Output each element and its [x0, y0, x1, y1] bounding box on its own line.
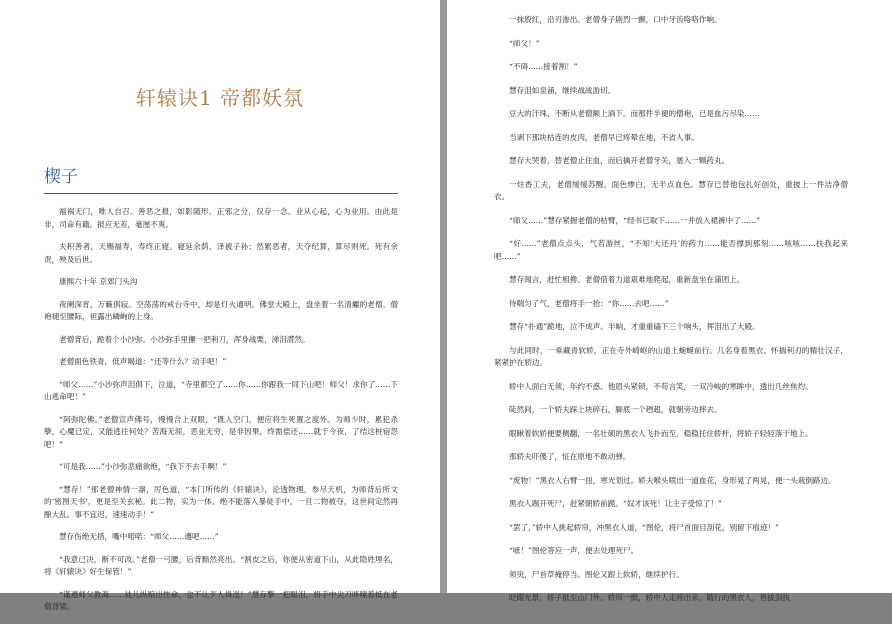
- body-paragraph: “好……”老僧点点头，气若游丝，“不知‘大还丹’的药力……能否撑到那刻……咳咳……扶我起来吧……”: [494, 239, 848, 261]
- body-paragraph: 当剥下那块枯连的皮肉，老僧早已疼晕在地，不省人事。: [509, 132, 699, 142]
- body-paragraph: 慧存闻言，赶忙相搀。老僧借着力道艰难地爬起，重新盘坐在蒲团上。: [509, 275, 745, 284]
- body-paragraph: 一炷香工夫，老僧缓缓苏醒，面色惨白，无半点血色。慧存已替他包扎好创处，重披上一件洁净僧衣。: [494, 179, 848, 201]
- body-paragraph: 黑衣人踢开死尸，赶紧朝轿前跪。“奴才该死！让主子受惊了！”: [509, 499, 722, 508]
- body-paragraph: 慧存“扑通”跪地，泣不成声。半晌，才重重磕下三个响头，挥泪出了大殿。: [509, 322, 760, 331]
- body-paragraph: “不碍……接着割！”: [509, 62, 578, 71]
- body-paragraph: “嗻！”图伦答应一声，便去处理死尸。: [509, 546, 639, 555]
- body-paragraph: “废物！”黑衣人右臂一扭，寒光划过。轿夫喉头喷出一道血花，身形晃了两晃，便一头栽倒路边。: [509, 475, 836, 485]
- body-paragraph: 康熙六十年 京郊门头沟: [59, 277, 138, 286]
- left-page-body: [44, 206, 398, 624]
- body-paragraph: 慧存泪如泉涌，继续战战游切。: [509, 85, 616, 95]
- body-paragraph: 待喘匀了气，老僧将手一抬：“你……去吧……”: [509, 298, 669, 308]
- body-paragraph: 夫积善者，天赐福寿，寿终正寝。寝延余荫，泽被子孙；然累恶者，天夺纪算，算尽则死。死有余责，殃及后世。: [44, 242, 398, 264]
- body-paragraph: 眼瞅着软轿便要侧翻，一名壮硕的黑衣人飞扑而至，稳稳托住轿杆，将轿子轻轻落于地上。: [509, 428, 813, 438]
- body-paragraph: 一抹殷红，沿刃渗出。老僧身子剧烈一颤，口中牙齿咯咯作响。: [509, 15, 722, 24]
- body-paragraph: 老僧背后，跪着个小沙弥。小沙弥手里攥一把利刀，浑身战栗，涕泪潸然。: [59, 334, 310, 344]
- page-gutter: [440, 0, 447, 593]
- book-title: 轩辕诀1 帝都妖氛: [135, 86, 305, 110]
- body-paragraph: “我意已决，断不可改。”老僧一弓腰，后背黯然亮出。“割皮之后，你便从密道下山，从此隐姓埋名，将《轩辕诀》好生保管！”: [44, 554, 398, 576]
- body-paragraph: 轿中人面白无须，年约不惑。他眉头紧锁，不苟言笑，一双冷峻的寒眸中，透出几丝焦灼。: [509, 381, 813, 391]
- body-paragraph: “慧存！”那老僧神情一凛，厉色道，“本门所传的《轩辕诀》，论透物理，参尽天机，为师背后所文的‘密图天书’，更是至关玄秘。此二物，实为一体，绝不能落入暴徒手中。一旦二物被夺，这世间定然再酿大乱。事不宜迟，速速动手！”: [44, 484, 398, 519]
- body-paragraph: “罢了，”轿中人挑起轿帘，冲黑衣人道，“图伦，将尸首面目刮花，别留下痕迹！”: [509, 522, 779, 532]
- body-paragraph: 慧存大哭着，替老僧止住血，而后擒开老僧牙关，塞入一颗药丸。: [509, 156, 730, 165]
- body-paragraph: 福祸无门，唯人自召。善恶之报，如影随形。正邪之分，仅存一念。业从心起，心为业用。由此是非，司命有籍。报应无差，毫厘不爽。: [44, 207, 398, 229]
- body-paragraph: 夜阑深宵，万籁俱寂。空荡荡的戒台寺中，却是灯火通明。佛堂大殿上，盘坐着一名清癯的老僧，僧袍褪至腰际，袒露出嶙峋的上身。: [44, 299, 398, 321]
- body-paragraph: “可是我……”小沙弥悲痛欲绝，“我下不去手啊！”: [59, 462, 227, 471]
- right-page-body: [494, 14, 848, 616]
- body-paragraph: 陡然间，一个轿夫踩上块碎石，脚底一个趔趄，就朝旁边摔去。: [509, 405, 722, 414]
- body-paragraph: “阿弥陀佛。”老僧宣声佛号，慢慢合上双眼，“既入空门，便应将生死置之度外。为师少时，累犯杀孽，心魔已定，又能逃往何处？苦海无涯，恶业无穷，是非因果，终需偿还……就于今夜，了结这桩宿怨吧！”: [44, 414, 398, 449]
- body-paragraph: “谨遵师父教诲……徒儿纵赔出性命，也不让歹人得逞！”慧存擎一把眼泪，将手中尖刀哆嗦着抵在老僧背梁。: [44, 589, 398, 611]
- body-paragraph: “师父……”小沙弥声泪俱下，泣道，“寺里都空了……你……你跟我一同下山吧！师父！求你了……下山逃命吧！”: [44, 379, 398, 401]
- body-paragraph: “师父……”慧存紧握老僧的枯臂，“经书已取下……一并放入裙裤中了……”: [509, 215, 760, 225]
- body-paragraph: 豆大的汗珠，不断从老僧额上淌下。而那件半褪的僧袍，已是血污尽染……: [509, 109, 760, 118]
- chapter-title: 楔子: [44, 162, 398, 194]
- left-page: [0, 0, 440, 611]
- body-paragraph: 慧存伤绝无措，嘴中喏喏：“师父……遵吧……”: [59, 532, 219, 541]
- body-paragraph: 须臾，尸首草掩停当。图伦又跟上软轿，继续护行。: [509, 569, 684, 579]
- body-paragraph: 眨眼光景，轿子抵至山门外。轿帘一掀，轿中人走将出来。随行的黑衣人，皆拔剑执: [509, 593, 790, 602]
- body-paragraph: 那轿夫吓傻了，怔在原地不敢动弹。: [509, 452, 631, 461]
- body-paragraph: 与此同时，一乘藏青软轿，正在寺外崎岖的山道上蜿蜒前行。几名身着黑衣、怀揣利刃的精壮汉子，紧紧护在轿边。: [494, 345, 848, 367]
- body-paragraph: “师父！”: [509, 38, 540, 48]
- body-paragraph: 老僧面色铁青，低声喝道：“还等什么？动手吧！”: [59, 357, 227, 366]
